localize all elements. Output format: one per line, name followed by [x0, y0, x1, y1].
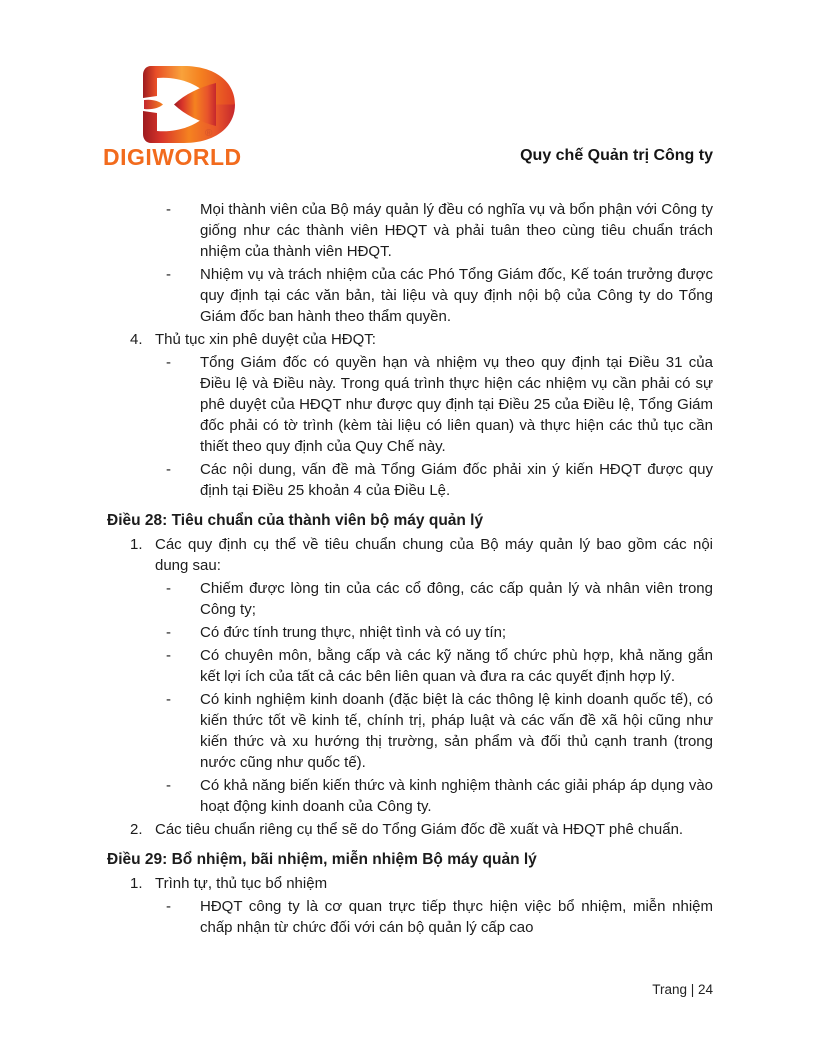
- list-item-dash: [107, 199, 713, 262]
- list-item-text: Chiếm được lòng tin của các cổ đông, các cấp quản lý và nhân viên trong Công ty;: [200, 580, 713, 618]
- dash-marker: -: [166, 898, 171, 915]
- list-item-dash: [107, 775, 713, 817]
- number-marker: 4.: [130, 331, 143, 348]
- list-item-text: Mọi thành viên của Bộ máy quản lý đều có nghĩa vụ và bổn phận với Công ty giống như các thành viên HĐQT và phải tuân theo cùng tiêu chuẩn trách nhiệm của thành viên HĐQT.: [200, 201, 713, 260]
- registered-mark-icon: ®: [205, 128, 213, 139]
- list-item-text: HĐQT công ty là cơ quan trực tiếp thực hiện việc bổ nhiệm, miễn nhiệm chấp nhận từ chức đối với cán bộ quản lý cấp cao: [200, 898, 713, 936]
- dash-marker: -: [166, 461, 171, 478]
- dash-marker: -: [166, 266, 171, 283]
- article-heading-28: Điều 28: Tiêu chuẩn của thành viên bộ máy quản lý: [107, 512, 484, 529]
- brand-wordmark: DIGIWORLD: [103, 144, 242, 170]
- list-item-dash: [107, 896, 713, 938]
- list-item-dash: [107, 264, 713, 327]
- number-marker: 1.: [130, 875, 143, 892]
- list-item-text: Các tiêu chuẩn riêng cụ thể sẽ do Tổng Giám đốc đề xuất và HĐQT phê chuẩn.: [155, 821, 684, 838]
- list-item-text: Các quy định cụ thể về tiêu chuẩn chung của Bộ máy quản lý bao gồm các nội dung sau:: [155, 536, 713, 574]
- list-item-numbered: [107, 819, 713, 840]
- list-item-text: Có đức tính trung thực, nhiệt tình và có uy tín;: [200, 624, 507, 641]
- article-heading-29: Điều 29: Bổ nhiệm, bãi nhiệm, miễn nhiệm Bộ máy quản lý: [107, 851, 537, 868]
- list-item-dash: [107, 459, 713, 501]
- list-item-text: Trình tự, thủ tục bổ nhiệm: [155, 875, 328, 892]
- list-item-numbered: [107, 329, 713, 350]
- list-item-dash: [107, 352, 713, 457]
- dash-marker: -: [166, 691, 171, 708]
- document-title: Quy chế Quản trị Công ty: [520, 147, 713, 164]
- dash-marker: -: [166, 777, 171, 794]
- list-item-text: Tổng Giám đốc có quyền hạn và nhiệm vụ theo quy định tại Điều 31 của Điều lệ và Điều này. Trong quá trình thực hiện các nhiệm vụ cần phải có sự phê duyệt của HĐQT như được quy định tại Điều 25 của Điều lệ, Tổng Giám đốc phải có tờ trình (kèm tài liệu có liên quan) và thực hiện các thủ tục cần thiết theo quy định của Quy Chế này.: [200, 354, 713, 455]
- dash-marker: -: [166, 201, 171, 218]
- list-item-numbered: [107, 873, 713, 894]
- list-item-text: Thủ tục xin phê duyệt của HĐQT:: [155, 331, 376, 348]
- list-item-text: Có khả năng biến kiến thức và kinh nghiệm thành các giải pháp áp dụng vào hoạt động kinh doanh của Công ty.: [200, 777, 713, 815]
- list-item-text: Có chuyên môn, bằng cấp và các kỹ năng tổ chức phù hợp, khả năng gắn kết lợi ích của tất cả các bên liên quan và đưa ra các quyết định hợp lý.: [200, 647, 713, 685]
- list-item-numbered: [107, 534, 713, 576]
- page-number: Trang | 24: [652, 982, 713, 997]
- document-body: [107, 199, 713, 940]
- list-item-dash: [107, 622, 713, 643]
- page-header: [0, 0, 820, 199]
- list-item-text: Có kinh nghiệm kinh doanh (đặc biệt là các thông lệ kinh doanh quốc tế), có kiến thức tốt về kinh tế, chính trị, pháp luật và các vấn đề xã hội cũng như kiến thức và xu hướng thị trường, sản phẩm và đối thủ cạnh tranh (trong nước cũng như quốc tế).: [200, 691, 713, 771]
- number-marker: 1.: [130, 536, 143, 553]
- dash-marker: -: [166, 647, 171, 664]
- list-item-dash: [107, 578, 713, 620]
- list-item-dash: [107, 689, 713, 773]
- digiworld-logo: [103, 64, 263, 174]
- dash-marker: -: [166, 354, 171, 371]
- dash-marker: -: [166, 580, 171, 597]
- list-item-text: Các nội dung, vấn đề mà Tổng Giám đốc phải xin ý kiến HĐQT được quy định tại Điều 25 khoản 4 của Điều Lệ.: [200, 461, 713, 499]
- list-item-text: Nhiệm vụ và trách nhiệm của các Phó Tổng Giám đốc, Kế toán trưởng được quy định tại các văn bản, tài liệu và quy định nội bộ của Công ty do Tổng Giám đốc ban hành theo thẩm quyền.: [200, 266, 713, 325]
- dash-marker: -: [166, 624, 171, 641]
- number-marker: 2.: [130, 821, 143, 838]
- digiworld-d-icon: [143, 66, 235, 143]
- list-item-dash: [107, 645, 713, 687]
